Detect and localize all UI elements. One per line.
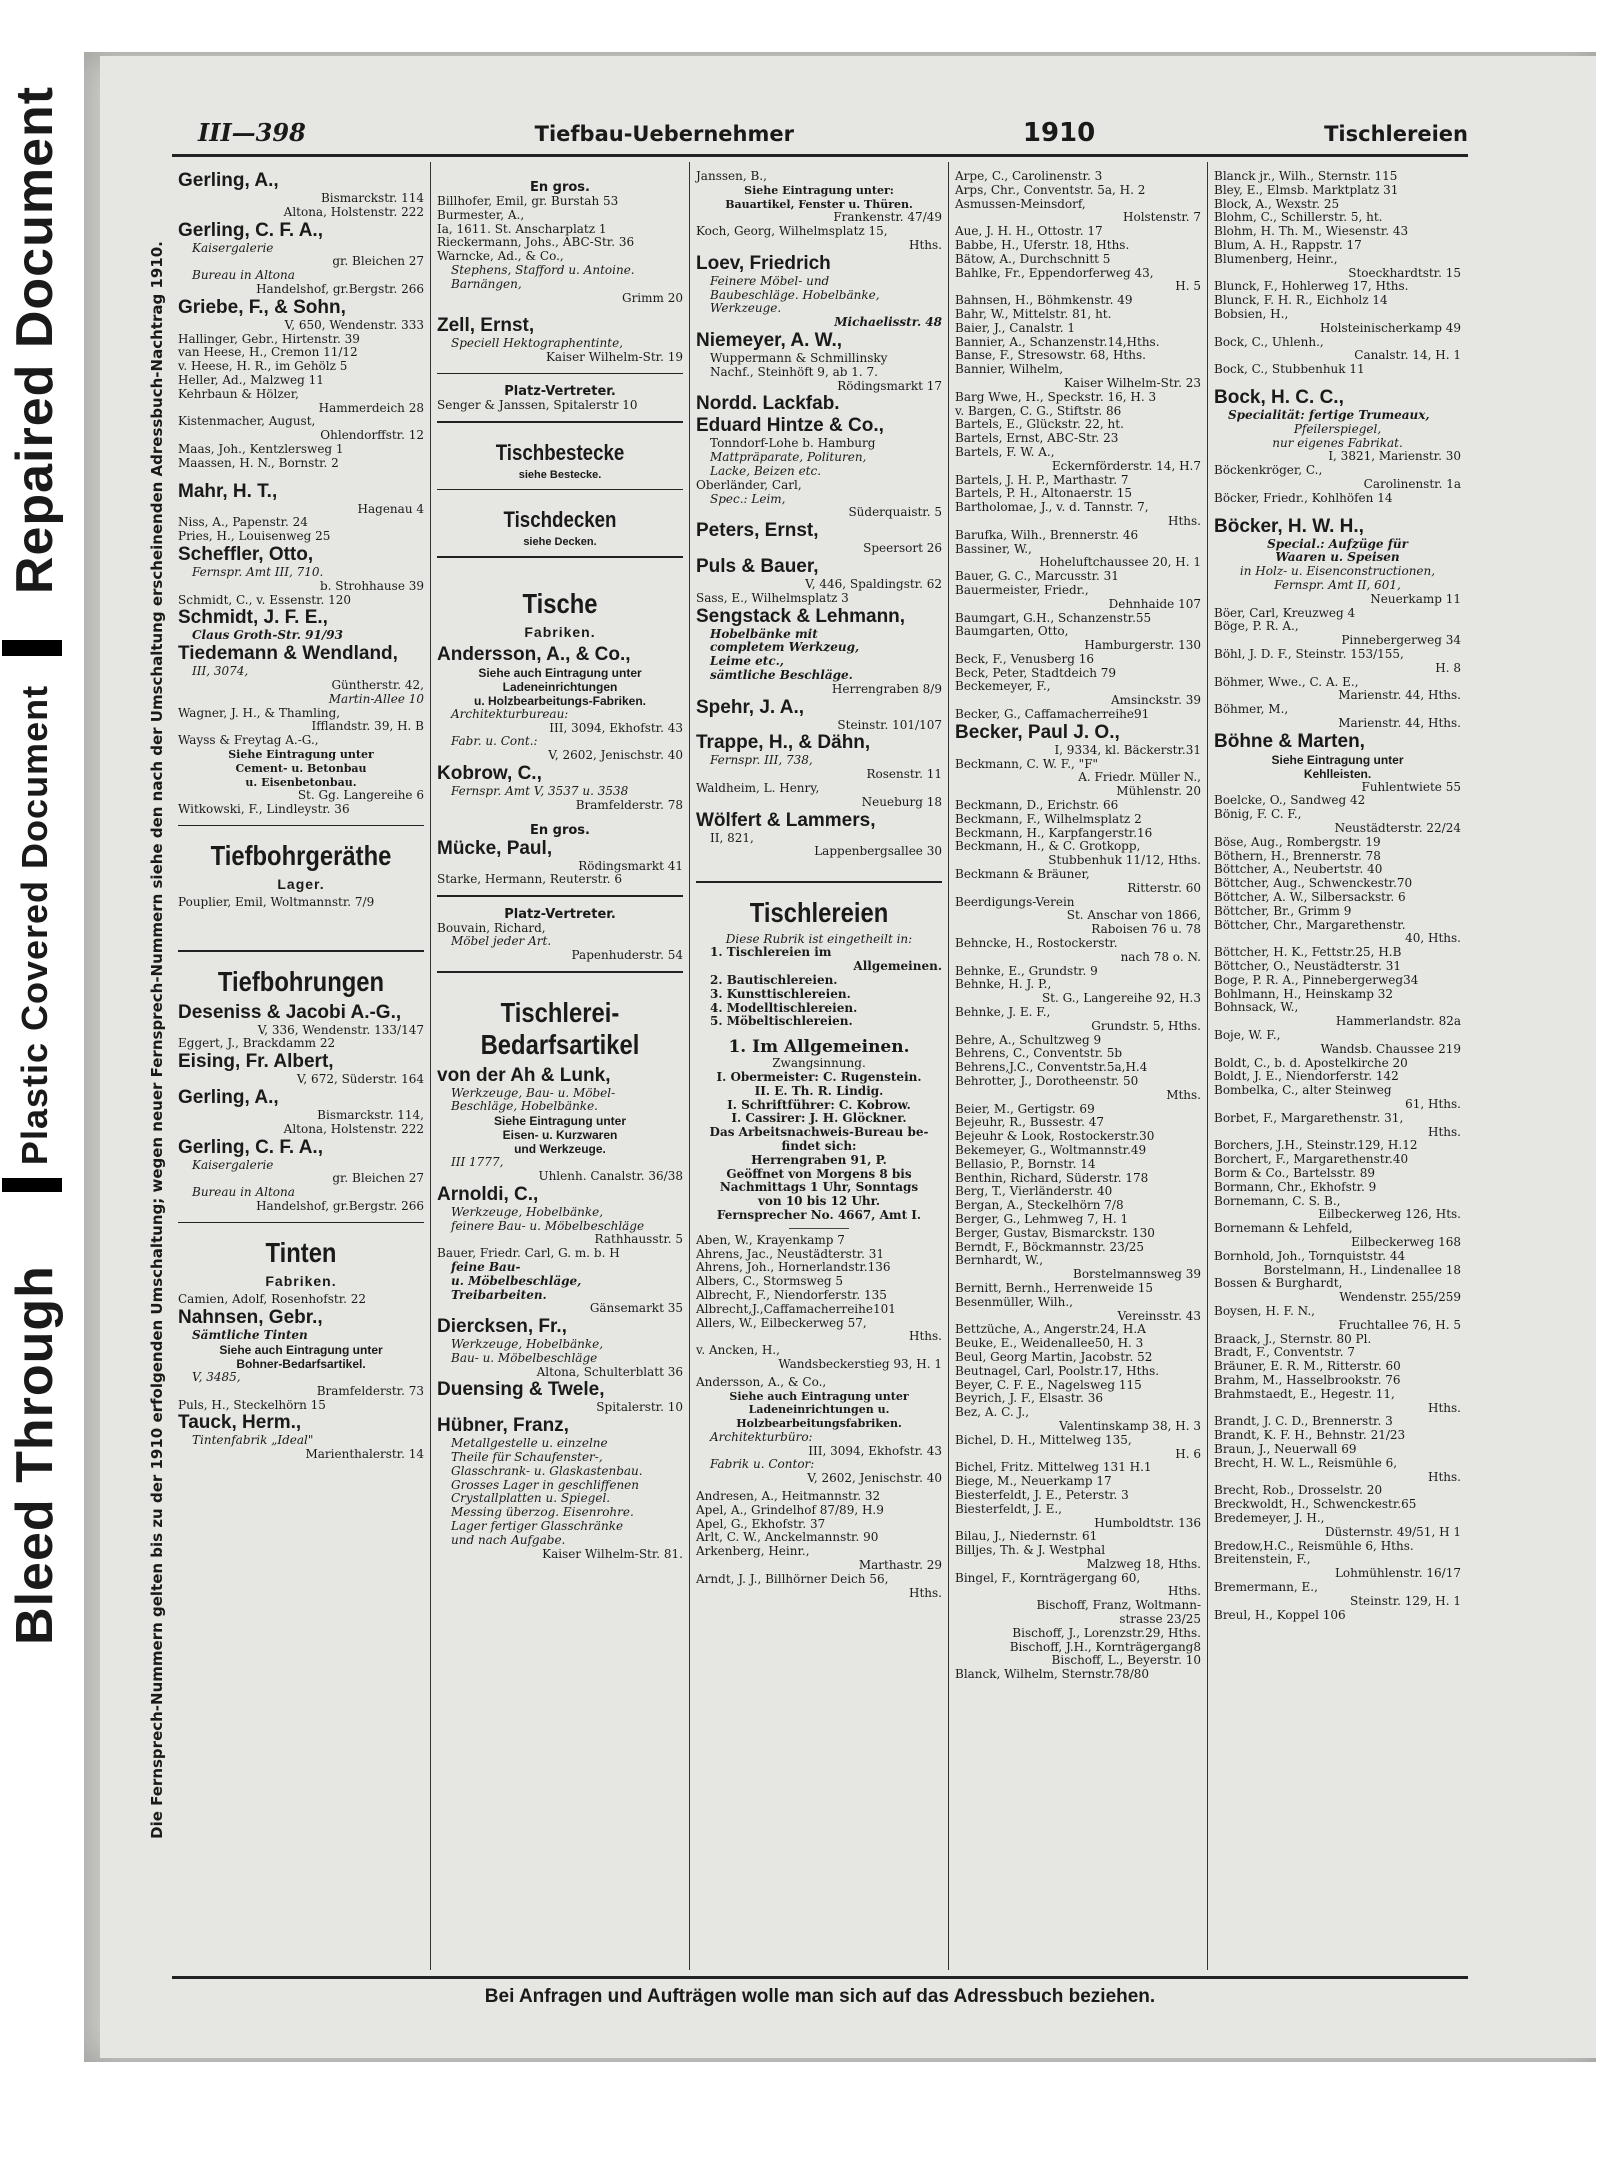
entry: Sengstack & Lehmann, Hobelbänke mit completem Werkzeug, Leime etc., sämtliche Beschläge. Herrengraben 8/9 [696,605,942,696]
entry-list: Sass, E., Wilhelmsplatz 3 [696,590,849,605]
entry: Andersson, A., & Co., Siehe auch Eintragung unter Ladeneinrichtungen u. Holzbearbeitungs-Fabriken. Architekturbureau: III, 3094, Ekhofstr. 43 Fabr. u. Cont.: V, 2602, Jenischstr. 40 [437,643,683,763]
entry: Niemeyer, A. W., Wuppermann & Schmillinsky Nachf., Steinhöft 9, ab 1. 7. Rödingsmarkt 17 [696,329,942,393]
column-1 [172,162,431,1970]
section-heading: Tischdecken siehe Decken. [503,507,617,549]
entry-list: Pouplier, Emil, Woltmannstr. 7/9 [178,895,375,910]
section-heading: Tischlereien [749,896,889,928]
section-heading: Tinten Fabriken. [265,1237,337,1290]
entry: Tiedemann & Wendland, III, 3074, Güntherstr. 42, Martin-Allee 10 [178,643,424,706]
entry: Bock, H. C. C., Specialität: fertige Trumeaux, Pfeilerspiegel, nur eigenes Fabrikat. I, 3821, Marienstr. 30 [1214,386,1461,464]
entry-list: Aben, W., Krayenkamp 7 Ahrens, Jac., Neustädterstr. 31 Ahrens, Joh., Hornerlandstr.136 Albers, C., Stormsweg 5 Albrecht, F., Niendorferstr. 135 Albrecht,J.,Caffamacherreihe101 Allers, W., Eilbeckerweg 57, Hths. v. Ancken, H., Wandsbeckerstieg 93, H. 1 [696,1232,942,1371]
entry-list: Waldheim, L. Henry, Neueburg 18 [696,780,942,809]
subheading: En gros. [530,822,590,838]
subheading: Platz-Vertreter. [504,384,616,400]
entry-list: Oberländer, Carl, Spec.: Leim, Süderquaistr. 5 [696,477,942,520]
entry: Loev, Friedrich Feinere Möbel- und Baubeschläge. Hobelbänke, Werkzeuge. Michaelisstr. 48 [696,252,942,330]
tag-bleed-through: Bleed Through [6,1265,64,1645]
entry: Deseniss & Jacobi A.-G., V, 336, Wendenstr. 133/147 [178,1001,424,1037]
entry: Eising, Fr. Albert, V, 672, Süderstr. 164 [178,1051,424,1087]
footer-rule [172,1976,1468,1979]
entry-list: Niss, A., Papenstr. 24 Pries, H., Louisenweg 25 [178,515,331,544]
entry: Spehr, J. A., Steinstr. 101/107 [696,696,942,732]
entry: Arnoldi, C., Werkzeuge, Hobelbänke, feinere Bau- u. Möbelbeschläge Rathhausstr. 5 [437,1183,683,1247]
entry-list: Camien, Adolf, Rosenhofstr. 22 [178,1292,367,1307]
header-left-title: Tiefbau-Uebernehmer [534,122,794,146]
page-header [198,118,1468,152]
entry-list: Hallinger, Gebr., Hirtenstr. 39 van Heese, H., Cremon 11/12 v. Heese, H. R., im Gehölz 5 Heller, Ad., Malzweg 11 Kehrbaun & Hölzer, Hammerdeich 28 Kistenmacher, August, Ohlendorffstr. 12 Maas, Joh., Kentzlersweg 1 Maassen, H. N., Bornstr. 2 [178,331,424,470]
tag-divider [2,640,62,656]
entry: Becker, Paul J. O., I, 9334, kl. Bäckerstr.31 [955,721,1201,757]
entry: Nordd. Lackfab. Eduard Hintze & Co., Tonndorf-Lohe b. Hamburg Mattpräparate, Polituren, Lacke, Beizen etc. [696,393,884,478]
subheading: En gros. [530,180,590,195]
entry-list: Eggert, J., Brackdamm 22 [178,1036,336,1051]
tag-divider [2,1178,62,1192]
entry-list: Andresen, A., Heitmannstr. 32 Apel, A., Grindelhof 87/89, H.9 Apel, G., Ekhofstr. 37 Arlt, C. W., Anckelmannstr. 90 Arkenberg, Heinr., Marthastr. 29 Arndt, J. J., Billhörner Deich 56, Hths. [696,1489,942,1600]
entry-list: Wagner, J. H., & Thamling, Ifflandstr. 39, H. B Wayss & Freytag A.-G., Siehe Eintragung unter Cement- u. Betonbau u. Eisenbetonbau. St. Gg. Langereihe 6 Witkowski, F., Lindleystr. 36 [178,705,424,817]
entry: Griebe, F., & Sohn, V, 650, Wendenstr. 333 [178,296,424,332]
section-heading: Tiefbohrgeräthe Lager. [210,840,392,893]
entry-list: Bouvain, Richard, Möbel jeder Art. Papenhuderstr. 54 [437,920,683,963]
entry-list: Beckmann, C. W. F., "F" A. Friedr. Müller N., Mühlenstr. 20 Beckmann, D., Erichstr. 66 Beckmann, F., Wilhelmsplatz 2 Beckmann, H., Karpfangerstr.16 Beckmann, H., & C. Grotkopp, Stubbenhuk 11/12, Hths. Beckmann & Bräuner, Ritterstr. 60 Beerdigungs-Verein St. Anschar von 1866, Raboisen 76 u. 78 Behncke, H., Rostockerstr. nach 78 o. N. Behnke, E., Grundstr. 9 Behnke, H. J. P., St. G., Langereihe 92, H.3 Behnke, J. E. F., Grundstr. 5, Hths. Behre, A., Schultzweg 9 Behrens, C., Conventstr. 5b Behrens,J.C., Conventstr.5a,H.4 Behrotter, J., Dorotheenstr. 50 Mths. Beier, M., Gertigstr. 69 Bejeuhr, R., Bussestr. 47 Bejeuhr & Look, Rostockerstr.30 Bekemeyer, G., Woltmannstr.49 Bellasio, P., Bornstr. 14 Benthin, Richard, Süderstr. 178 Berg, T., Vierländerstr. 40 Bergan, A., Steckelhörn 7/8 Berger, G., Lehmweg 7, H. 1 Berger, Gustav, Bismarckstr. 130 Berndt, F., Böckmannstr. 23/25 Bernhardt, W., Borstelmannsweg 39 Bernitt, Bernh., Herrenweide 15 Besenmüller, Wilh., Vereinsstr. 43 Bettzüche, A., Angerstr.24, H.A Beuke, E., Weidenallee50, H. 3 Beul, Georg Martin, Jacobstr. 52 Beutnagel, Carl, Poolstr.17, Hths. Beyer, C. F. E., Nagelsweg 115 Beyrich, J. F., Elsastr. 36 Bez, A. C. J., Valentinskamp 38, H. 3 Bichel, D. H., Mittelweg 135, H. 6 Bichel, Fritz. Mittelweg 131 H.1 Biege, M., Neuerkamp 17 Biesterfeldt, J. E., Peterstr. 3 Biesterfeldt, J. E., Humboldtstr. 136 Bilau, J., Niedernstr. 61 Billjes, Th. & J. Westphal Malzweg 18, Hths. Bingel, F., Kornträgergang 60, Hths. Bischoff, Franz, Woltmann- strasse 23/25 Bischoff, J., Lorenzstr.29, Hths. Bischoff, J.H., Kornträgergang8 Bischoff, L., Beyerstr. 10 Blanck, Wilhelm, Sternstr.78/80 [955,756,1201,1682]
section-heading: Tische Fabriken. [522,587,598,640]
column-4 [949,162,1208,1970]
entry: Mahr, H. T., Hagenau 4 [178,480,424,516]
section-heading: Tiefbohrungen [217,965,385,997]
entry-list: Bauer, Friedr. Carl, G. m. b. H feine Bau- u. Möbelbeschläge, Treibarbeiten. Gänsemarkt 35 [437,1246,683,1316]
entry: Kobrow, C., Fernspr. Amt V, 3537 u. 3538 Bramfelderstr. 78 [437,762,683,812]
entry: Böcker, H. W. H., Special.: Aufzüge für Waaren u. Speisen in Holz- u. Eisenconstructionen, Fernspr. Amt II, 601, Neuerkamp 11 [1214,515,1461,606]
entry-list: Arpe, C., Carolinenstr. 3 Arps, Chr., Conventstr. 5a, H. 2 Asmussen-Meinsdorf, Holstenstr. 7 Aue, J. H. H., Ottostr. 17 Babbe, H., Uferstr. 18, Hths. Bätow, A., Durchschnitt 5 Bahlke, Fr., Eppendorferweg 43, H. 5 Bahnsen, H., Böhmkenstr. 49 Bahr, W., Mittelstr. 81, ht. Baier, J., Canalstr. 1 Bannier, A., Schanzenstr.14,Hths. Banse, F., Stresowstr. 68, Hths. Bannier, Wilhelm, Kaiser Wilhelm-Str. 23 Barg Wwe, H., Speckstr. 16, H. 3 v. Bargen, C. G., Stiftstr. 86 Bartels, E., Glückstr. 22, ht. Bartels, Ernst, ABC-Str. 23 Bartels, F. W. A., Eckernförderstr. 14, H.7 Bartels, J. H. P., Marthastr. 7 Bartels, P. H., Altonaerstr. 15 Bartholomae, J., v. d. Tannstr. 7, Hths. Barufka, Wilh., Brennerstr. 46 Bassiner, W., Hoheluftchaussee 20, H. 1 Bauer, G. C., Marcusstr. 31 Bauermeister, Friedr., Dehnhaide 107 Baumgart, G.H., Schanzenstr.55 Baumgarten, Otto, Hamburgerstr. 130 Beck, F., Venusberg 16 Beck, Peter, Stadtdeich 79 Beckemeyer, F., Amsinckstr. 39 Becker, G., Caffamacherreihe91 [955,169,1201,722]
entry-list: Starke, Hermann, Reuterstr. 6 [437,872,623,887]
page-footer: Bei Anfragen und Aufträgen wolle man sich auf das Adressbuch beziehen. [484,1986,1156,2007]
entry: Gerling, A., Bismarckstr. 114, Altona, Holstenstr. 222 [178,1087,424,1136]
entry: Gerling, C. F. A., Kaisergalerie gr. Bleichen 27 Bureau in Altona Handelshof, gr.Bergstr. 266 [178,1136,424,1214]
entry: Böhne & Marten, Siehe Eintragung unter Kehlleisten. Fuhlentwiete 55 [1214,730,1461,794]
entry: Diercksen, Fr., Werkzeuge, Hobelbänke, Bau- u. Möbelbeschläge Altona, Schulterblatt 36 [437,1316,683,1379]
vertical-banner: Die Fernsprech-Nummern gelten bis zu der 1910 erfolgenden Umschaltung; wegen neuer Fernsprech-Nummern siehe den nach der Umschaltung erscheinenden Adressbuch-Nachtrag 1910. [148,241,166,1839]
entry: Tauck, Herm., Tintenfabrik „Ideal" Marienthalerstr. 14 [178,1412,424,1462]
header-rule [172,154,1468,157]
guild-info: Zwangsinnung. I. Obermeister: C. Rugenstein. II. E. Th. R. Lindig. I. Schriftführer: C. Kobrow. I. Cassirer: J. H. Glöckner. Das Arbeitsnachweis-Bureau be- findet sich: Herrengraben 91, P. Geöffnet von Morgens 8 bis Nachmittags 1 Uhr, Sonntags von 10 bis 12 Uhr. Fernsprecher No. 4667, Amt I. [709,1056,929,1222]
entry: Peters, Ernst, Speersort 26 [696,520,942,556]
annotation-tags [0,0,76,2177]
subheading: Platz-Vertreter. [504,906,616,922]
header-right-title: Tischlereien [1324,122,1468,146]
section-heading: Tischbestecke siehe Bestecke. [495,439,625,481]
entry-list: Schmidt, C., v. Essenstr. 120 [178,592,352,607]
entry-list: Senger & Janssen, Spitalerstr 10 [437,398,638,413]
tag-repaired-document: Repaired Document [6,85,64,595]
page-number: III—398 [198,118,306,147]
tag-plastic-covered-document: Plastic Covered Document [14,684,56,1166]
entry-list: Böckenkröger, C., Carolinenstr. 1a Böcker, Friedr., Kohlhöfen 14 [1214,463,1461,505]
subsection-heading: 1. Im Allgemeinen. [728,1037,910,1058]
entry: Scheffler, Otto, Fernspr. Amt III, 710. b. Strohhause 39 [178,543,424,593]
entry: Schmidt, J. F. E., Claus Groth-Str. 91/93 [178,607,343,643]
header-year: 1910 [1022,118,1096,148]
entry-list: Puls, H., Steckelhörn 15 [178,1397,326,1412]
entry: Nahnsen, Gebr., Sämtliche Tinten Siehe auch Eintragung unter Bohner-Bedarfsartikel. V, 3485, Bramfelderstr. 73 [178,1307,424,1398]
column-2 [431,162,690,1970]
entry: von der Ah & Lunk, Werkzeuge, Bau- u. Möbel- Beschläge, Hobelbänke. Siehe Eintragung unter Eisen- u. Kurzwaren und Werkzeuge. III 1777, Uhlenh. Canalstr. 36/38 [437,1064,683,1183]
entry: Mücke, Paul, Rödingsmarkt 41 [437,837,683,873]
column-3 [690,162,949,1970]
directory-columns [172,162,1468,1970]
section-heading: Tischlerei-Bedarfsartikel [480,996,640,1060]
entry: Wölfert & Lammers, II, 821, Lappenbergsallee 30 [696,809,942,859]
section-intro: Diese Rubrik ist eingetheilt in: 1. Tischlereien im Allgemeinen. 2. Bautischlereien. 3. Kunsttischlereien. 4. Modelltischlereien. 5. Möbeltischlereien. [710,931,942,1029]
entry: Andersson, A., & Co., Siehe auch Eintragung unter Ladeneinrichtungen u. Holzbearbeitungsfabriken. Architekturbüro: III, 3094, Ekhofstr. 43 Fabrik u. Contor: V, 2602, Jenischstr. 40 [696,1374,942,1486]
entry: Zell, Ernst, Speciell Hektographentinte, Kaiser Wilhelm-Str. 19 [437,315,683,365]
entry: Hübner, Franz, Metallgestelle u. einzelne Theile für Schaufenster-, Glasschrank- u. Glaskastenbau. Grosses Lager in geschliffenen Crystallplatten u. Spiegel. Messing überzog. Eisenrohre. Lager fertiger Glasschränke und nach Aufgabe. Kaiser Wilhelm-Str. 81. [437,1415,683,1561]
entry-list: Billhofer, Emil, gr. Burstah 53 Burmester, A., Ia, 1611. St. Anscharplatz 1 Rieckermann, Johs., ABC-Str. 36 Warncke, Ad., & Co., Stephens, Stafford u. Antoine. Barnängen, Grimm 20 [437,194,683,305]
entry: Gerling, A., Bismarckstr. 114 Altona, Holstenstr. 222 [178,170,424,219]
entry: Trappe, H., & Dähn, Fernspr. III, 738, Rosenstr. 11 [696,732,942,782]
entry-list: Böer, Carl, Kreuzweg 4 Böge, P. R. A., Pinnebergerweg 34 Böhl, J. D. F., Steinstr. 153/155, H. 8 Böhmer, Wwe., C. A. E., Marienstr. 44, Hths. Böhmer, M., Marienstr. 44, Hths. [1214,605,1461,730]
entry-list: Blanck jr., Wilh., Sternstr. 115 Bley, E., Elmsb. Marktplatz 31 Block, A., Wexstr. 25 Blohm, C., Schillerstr. 5, ht. Blohm, H. Th. M., Wiesenstr. 43 Blum, A. H., Rappstr. 17 Blumenberg, Heinr., Stoeckhardtstr. 15 Blunck, F., Hohlerweg 17, Hths. Blunck, F. H. R., Eichholz 14 Bobsien, H., Holsteinischerkamp 49 Bock, C., Uhlenh., Canalstr. 14, H. 1 Bock, C., Stubbenhuk 11 [1214,169,1461,377]
column-5 [1208,162,1467,1970]
entry: Puls & Bauer, V, 446, Spaldingstr. 62 [696,555,942,591]
entry: Duensing & Twele, Spitalerstr. 10 [437,1379,683,1415]
entry-list: Boelcke, O., Sandweg 42 Bönig, F. C. F., Neustädterstr. 22/24 Böse, Aug., Rombergstr. 19 Böthern, H., Brennerstr. 78 Böttcher, A., Neubertstr. 40 Böttcher, Aug., Schwenckestr.70 Böttcher, A. W., Silbersackstr. 6 Böttcher, Br., Grimm 9 Böttcher, Chr., Margarethenstr. 40, Hths. Böttcher, H. K., Fettstr.25, H.B Böttcher, O., Neustädterstr. 31 Boge, P. R. A., Pinnebergerweg34 Bohlmann, H., Heinskamp 32 Bohnsack, W., Hammerlandstr. 82a Boje, W. F., Wandsb. Chaussee 219 Boldt, C., b. d. Apostelkirche 20 Boldt, J. E., Niendorferstr. 142 Bombelka, C., alter Steinweg 61, Hths. Borbet, F., Margarethenstr. 31, Hths. Borchers, J.H., Steinstr.129, H.12 Borchert, F., Margarethenstr.40 Borm & Co., Bartelsstr. 89 Bormann, Chr., Ekhofstr. 9 Bornemann, C. S. B., Eilbeckerweg 126, Hts. Bornemann & Lehfeld, Eilbeckerweg 168 Bornhold, Joh., Tornquiststr. 44 Borstelmann, H., Lindenallee 18 Bossen & Burghardt, Wendenstr. 255/259 Boysen, H. F. N., Fruchtallee 76, H. 5 Braack, J., Sternstr. 80 Pl. Bradt, F., Conventstr. 7 Bräuner, E. R. M., Ritterstr. 60 Brahm, M., Hasselbrookstr. 76 Brahmstaedt, E., Hegestr. 11, Hths. Brandt, J. C. D., Brennerstr. 3 Brandt, K. F. H., Behnstr. 21/23 Braun, J., Neuerwall 69 Brecht, H. W. L., Reismühle 6, Hths. Brecht, Rob., Drosselstr. 20 Breckwoldt, H., Schwenckestr.65 Bredemeyer, J. H., Düsternstr. 49/51, H 1 Bredow,H.C., Reismühle 6, Hths. Breitenstein, F., Lohmühlenstr. 16/17 Bremermann, E., Steinstr. 129, H. 1 Breul, H., Koppel 106 [1214,793,1461,1622]
entry: Gerling, C. F. A., Kaisergalerie gr. Bleichen 27 Bureau in Altona Handelshof, gr.Bergstr. 266 [178,219,424,296]
entry-list: Janssen, B., Siehe Eintragung unter: Bauartikel, Fenster u. Thüren. Frankenstr. 47/49 Koch, Georg, Wilhelmsplatz 15, Hths. [696,169,942,252]
